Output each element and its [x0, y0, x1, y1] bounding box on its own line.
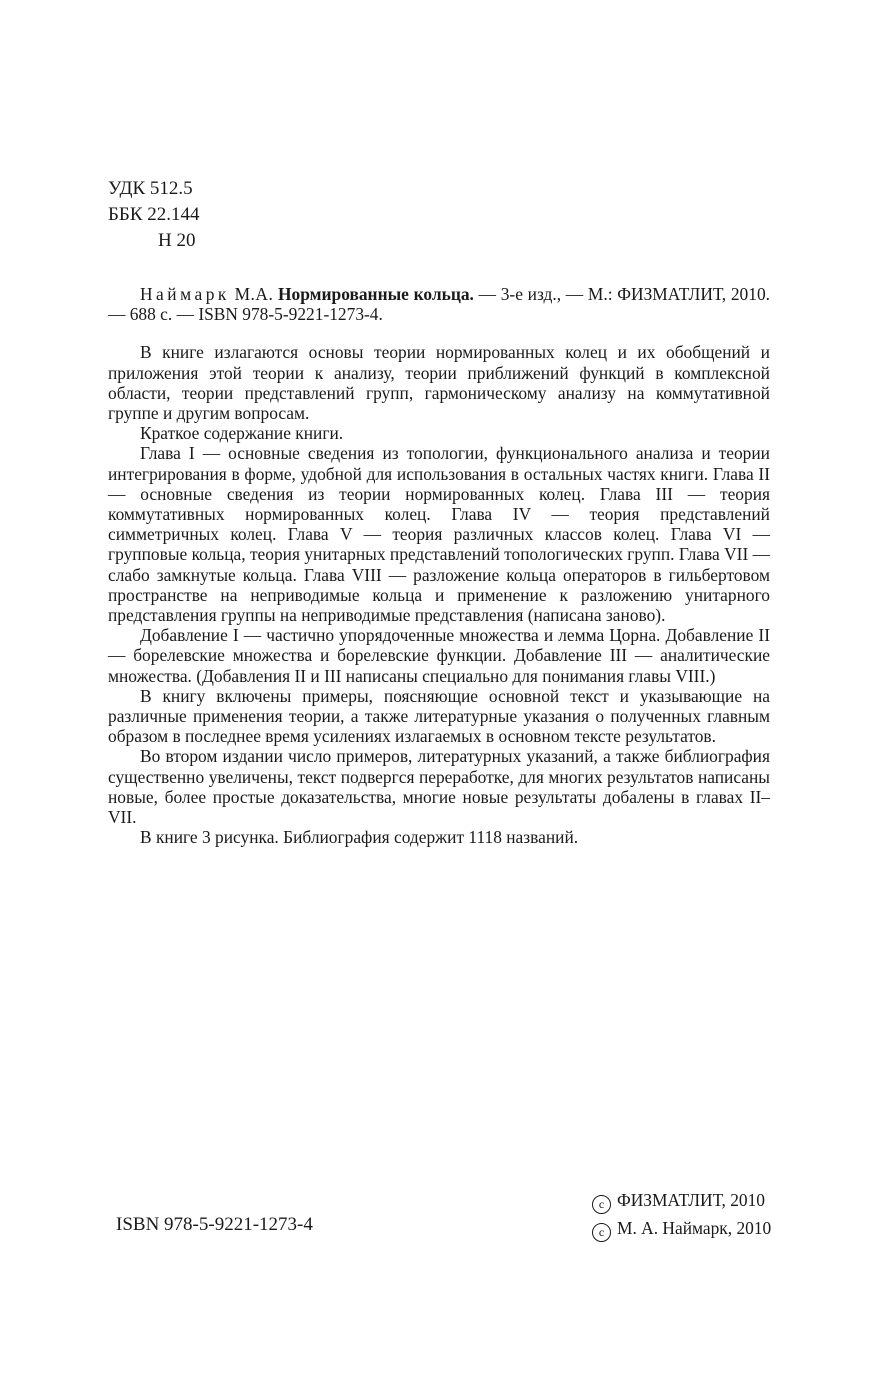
book-title: Нормированные кольца.: [278, 284, 474, 304]
abstract-paragraph: В книгу включены примеры, поясняющие основной текст и указывающие на различные применения теории, а также литературные указания о полученных главным образом в последнее время усилениях излагаемых в основном тексте результатов.: [108, 685, 770, 747]
copyright-icon: c: [592, 1223, 611, 1242]
bibliographic-record: [108, 284, 770, 324]
abstract-paragraph: В книге излагаются основы теории нормированных колец и их обобщений и приложения этой теории к анализу, теории приближений функций в комплексной области, теории представлений групп, гармоническому анализу на коммутативной группе и другим вопросам.: [108, 342, 770, 424]
classification-block: [108, 176, 200, 254]
footer-isbn: ISBN 978-5-9221-1273-4: [116, 1214, 313, 1235]
main-text: [108, 284, 770, 847]
abstract-paragraph: Во втором издании число примеров, литературных указаний, а также библиография существенно увеличены, текст подвергся переработке, для многих результатов написаны новые, более простые доказательства, многие новые результаты добалены в главах II–VII.: [108, 746, 770, 828]
copyright-publisher: [592, 1190, 765, 1214]
copyright-icon: c: [592, 1195, 611, 1214]
abstract-paragraph: Глава I — основные сведения из топологии, функционального анализа и теории интегрирования в форме, удобной для использования в остальных частях книги. Глава II — основные сведения из теории нормированных колец. Глава III — теория коммутативных нормированных колец. Глава IV — теория представлений симметричных колец. Глава V — теория различных классов колец. Глава VI — групповые кольца, теория унитарных представлений топологических групп. Глава VII — слабо замкнутые кольца. Глава VIII — разложение кольца операторов в гильбертовом пространстве на неприводимые кольца и применение к разложению унитарного представления группы на неприводимые представления (написана заново).: [108, 443, 770, 626]
udk-code: УДК 512.5: [108, 178, 193, 199]
author-surname: Наймарк: [140, 284, 230, 304]
copyright-author: [592, 1218, 771, 1242]
author-mark: Н 20: [158, 230, 196, 251]
abstract-paragraph: В книге 3 рисунка. Библиография содержит 1118 названий.: [140, 827, 579, 848]
bbk-code: ББК 22.144: [108, 204, 200, 225]
abstract-paragraph: Добавление I — частично упорядоченные множества и лемма Цорна. Добавление II — борелевские множества и борелевские функции. Добавление III — аналитические множества. (Добавления II и III написаны специально для понимания главы VIII.): [108, 625, 770, 686]
copyright-author-text: М. А. Наймарк, 2010: [617, 1218, 772, 1238]
copyright-publisher-text: ФИЗМАТЛИТ, 2010: [617, 1190, 765, 1210]
publication-details: — 3-е изд., — М.: ФИЗМАТЛИТ, 2010. — 688 с. — ISBN 978-5-9221-1273-4.: [108, 284, 770, 325]
abstract-paragraph: Краткое содержание книги.: [140, 423, 344, 444]
author-initials: М.А.: [234, 284, 274, 304]
